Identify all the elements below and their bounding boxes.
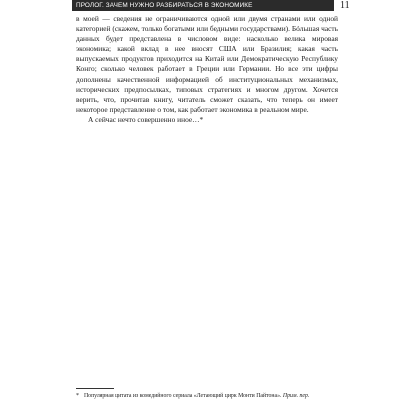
footnote bbox=[76, 392, 338, 400]
footnote-marker: * bbox=[76, 393, 79, 399]
footnote-divider bbox=[76, 388, 114, 389]
footnote-text: Популярная цитата из комедийного сериала «Летающий цирк Монти Пайтона». bbox=[84, 393, 283, 399]
body-text bbox=[76, 14, 338, 125]
running-title: ПРОЛОГ. ЗАЧЕМ НУЖНО РАЗБИРАТЬСЯ В ЭКОНОМИКЕ bbox=[76, 2, 253, 9]
running-head bbox=[72, 0, 334, 11]
footnote-abbreviation: Прим. пер. bbox=[282, 393, 310, 399]
paragraph-1: в моей — сведения не ограничиваются одной или двумя странами или одной категорией (скажем, только богатыми или бедными государствами). Бóльшая часть данных будет представлена в числовом виде: насколько велика мировая экономика; какой вклад в нее вносят США или Бразилия; какая часть выпускаемых продуктов приходится на Китай или Демократическую Республику Конго; сколько человек работает в Греции или Германии. Но все эти цифры дополнены качественной информацией об институциональных механизмах, исторических предпосылках, типовых стратегиях и многом другом. Хочется верить, что, прочитав книгу, читатель сможет сказать, что теперь он имеет некоторое представление о том, как работает экономика в реальном мире. bbox=[76, 14, 338, 114]
paragraph-2: А сейчас нечто совершенно иное…* bbox=[88, 114, 204, 124]
page-number: 11 bbox=[340, 0, 350, 11]
